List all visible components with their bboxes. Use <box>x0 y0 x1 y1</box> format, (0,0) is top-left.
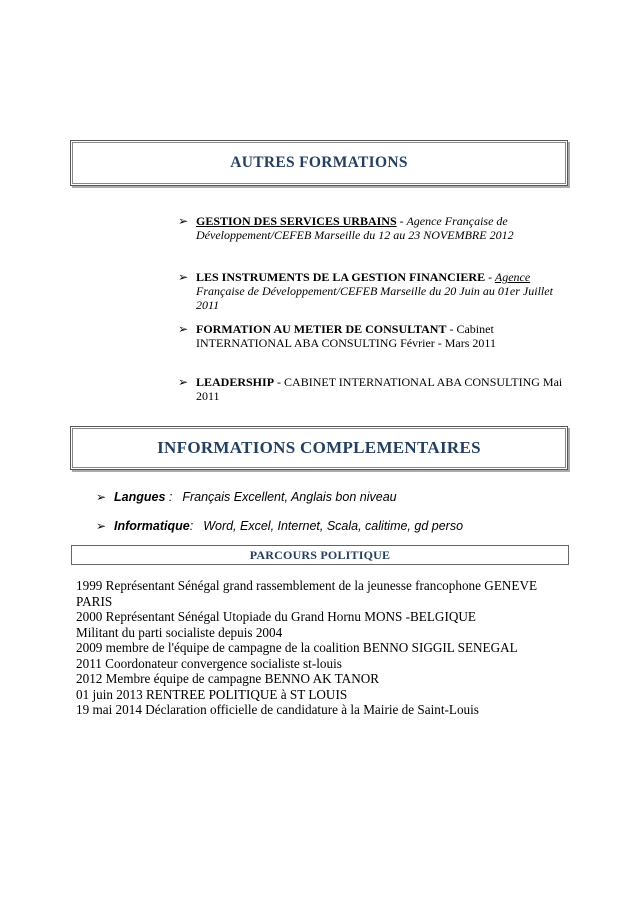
formation-item <box>178 375 578 405</box>
formation-separator: - <box>396 214 407 228</box>
arrow-bullet-icon: ➢ <box>96 519 107 533</box>
formation-name: LES INSTRUMENTS DE LA GESTION FINANCIERE <box>196 270 486 284</box>
formation-item <box>178 322 578 352</box>
langues-separator: : <box>165 490 173 504</box>
list-item: 2009 membre de l'équipe de campagne de la coalition BENNO SIGGIL SENEGAL <box>76 640 518 655</box>
autres-formations-header <box>70 140 568 186</box>
parcours-politique-title: PARCOURS POLITIQUE <box>249 547 391 562</box>
informations-complementaires-header <box>70 426 568 470</box>
parcours-politique-header <box>71 545 569 565</box>
langues-label: Langues <box>114 490 166 504</box>
langues-item <box>96 490 566 506</box>
arrow-bullet-icon: ➢ <box>178 322 189 336</box>
formation-detail: Agence Française de <box>406 214 508 228</box>
formation-detail: 2011 <box>196 389 220 403</box>
formation-name: LEADERSHIP <box>196 375 275 389</box>
arrow-bullet-icon: ➢ <box>178 375 189 389</box>
formation-detail: - CABINET INTERNATIONAL ABA CONSULTING Mai <box>274 375 563 389</box>
list-item: PARIS <box>76 593 113 609</box>
formation-detail: Française de Développement/CEFEB Marseille du 20 Juin au 01er Juillet <box>196 284 553 298</box>
formation-name: FORMATION AU METIER DE CONSULTANT <box>196 322 447 336</box>
informatique-item <box>96 519 566 535</box>
list-item: 01 juin 2013 RENTREE POLITIQUE à ST LOUIS <box>76 686 348 702</box>
informatique-separator: : <box>189 519 194 533</box>
list-item: 1999 Représentant Sénégal grand rassemblement de la jeunesse francophone GENEVE <box>76 578 538 593</box>
list-item: 2000 Représentant Sénégal Utopiade du Grand Hornu MONS -BELGIQUE <box>76 609 476 624</box>
langues-value: Français Excellent, Anglais bon niveau <box>182 490 397 504</box>
list-item: 19 mai 2014 Déclaration officielle de candidature à la Mairie de Saint-Louis <box>76 702 479 717</box>
formation-detail: Développement/CEFEB Marseille du 12 au 23 NOVEMBRE 2012 <box>196 228 514 242</box>
formation-separator: - <box>485 270 495 284</box>
parcours-politique-list <box>76 578 596 718</box>
formation-name: GESTION DES SERVICES URBAINS <box>196 214 397 228</box>
formation-detail: Agence <box>494 270 531 284</box>
autres-formations-title: AUTRES FORMATIONS <box>230 154 408 171</box>
arrow-bullet-icon: ➢ <box>178 270 189 284</box>
list-item: Militant du parti socialiste depuis 2004 <box>76 624 283 640</box>
formation-item <box>178 214 578 244</box>
informatique-value: Word, Excel, Internet, Scala, calitime, gd perso <box>203 519 464 533</box>
informatique-label: Informatique <box>114 519 190 533</box>
arrow-bullet-icon: ➢ <box>178 214 189 228</box>
list-item: 2012 Membre équipe de campagne BENNO AK TANOR <box>76 671 380 686</box>
arrow-bullet-icon: ➢ <box>96 490 107 504</box>
formation-detail: - Cabinet <box>446 322 494 336</box>
formation-detail: 2011 <box>196 298 220 312</box>
formation-item <box>178 270 578 314</box>
formation-detail: INTERNATIONAL ABA CONSULTING Février - Mars 2011 <box>196 336 496 350</box>
informations-complementaires-title: INFORMATIONS COMPLEMENTAIRES <box>157 438 481 457</box>
list-item: 2011 Coordonateur convergence socialiste st-louis <box>76 655 342 671</box>
